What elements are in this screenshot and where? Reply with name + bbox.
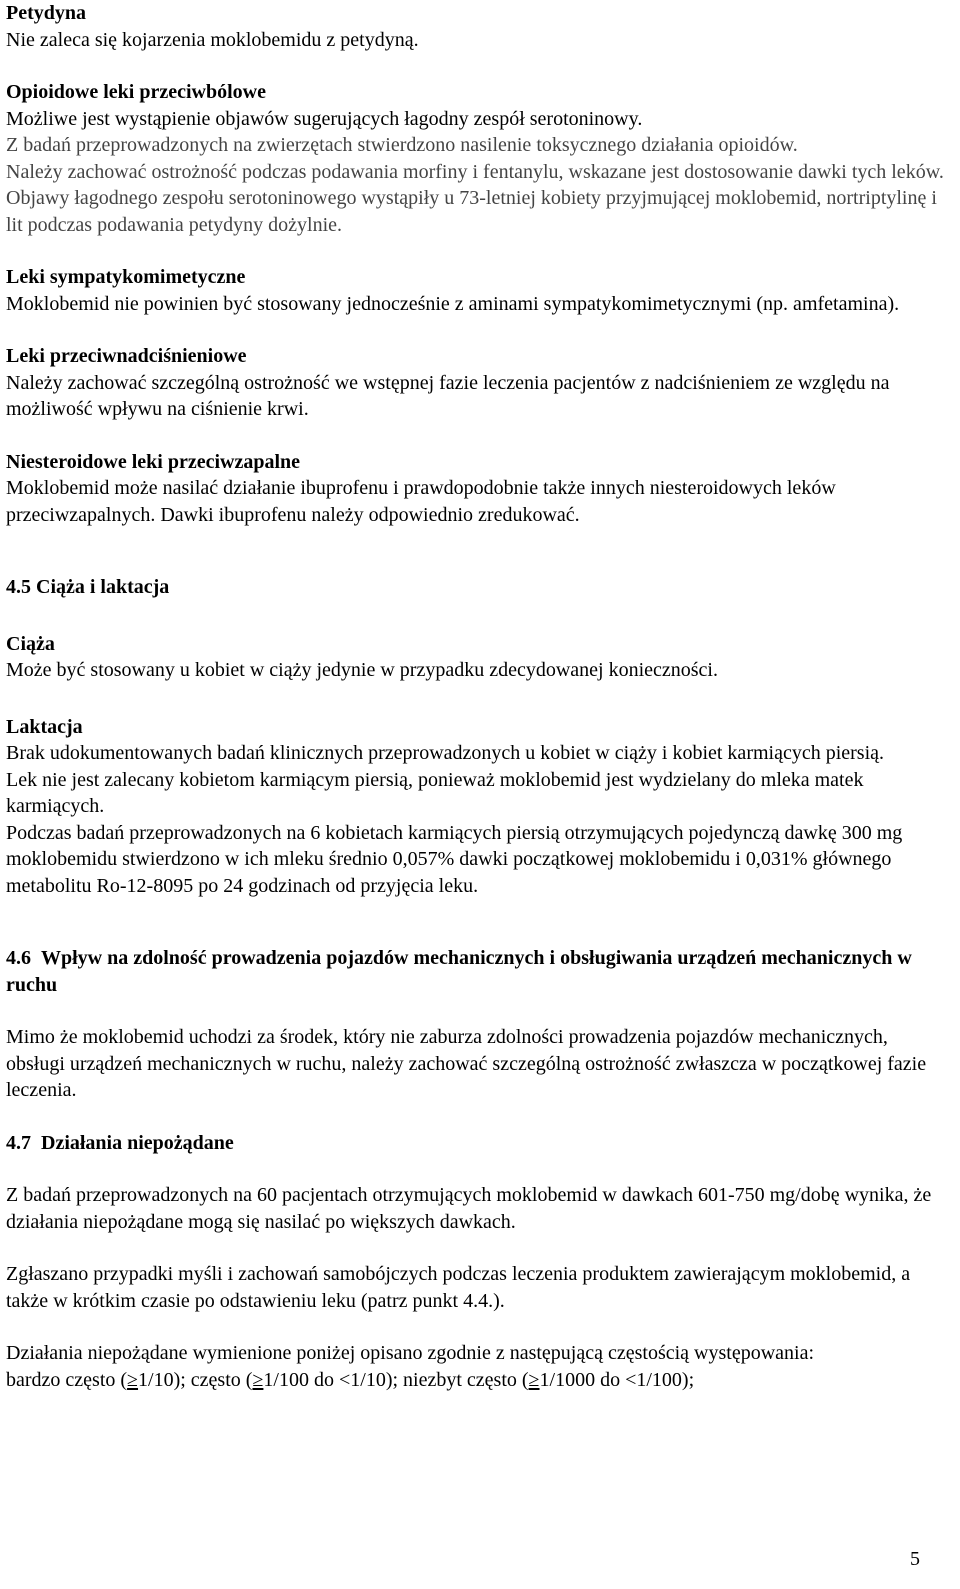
- text-petydyna: Nie zaleca się kojarzenia moklobemidu z petydyną.: [6, 28, 419, 51]
- section-4-5-number: 4.5: [6, 576, 31, 598]
- section-4-6-number: 4.6: [6, 947, 31, 969]
- section-4-5-title: [6, 574, 946, 601]
- text-4-7-para3: Działania niepożądane wymienione poniżej opisano zgodnie z następującą częstością występowania:: [6, 1342, 815, 1364]
- section-4-6-title-text: Wpływ na zdolność prowadzenia pojazdów mechanicznych i obsługiwania urządzeń mechanicznych w ruchu: [6, 947, 912, 996]
- section-4-7-title-text: Działania niepożądane: [41, 1131, 234, 1154]
- section-4-5-title-text: Ciąża i laktacja: [36, 576, 170, 598]
- heading-petydyna: Petydyna: [6, 2, 86, 24]
- document-page: [6, 0, 946, 1393]
- text-sympatykomimetyczne: Moklobemid nie powinien być stosowany jednocześnie z aminami sympatykomimetycznymi (np. amfetamina).: [6, 292, 900, 315]
- page-number: 5: [910, 1548, 920, 1570]
- freq-text-1: bardzo często (: [6, 1368, 128, 1391]
- freq-text-2: 1/10); często (: [138, 1368, 253, 1391]
- section-4-6-title: [6, 945, 946, 998]
- text-4-7-frequency: [6, 1367, 946, 1394]
- heading-nlpz: Niesteroidowe leki przeciwzapalne: [6, 450, 301, 473]
- text-ciaza: Może być stosowany u kobiet w ciąży jedynie w przypadku zdecydowanej konieczności.: [6, 659, 718, 681]
- text-4-7-para1: Z badań przeprowadzonych na 60 pacjentach otrzymujących moklobemid w dawkach 601-750 mg/dobę wynika, że działania niepożądane mogą się nasilać po większych dawkach.: [6, 1184, 932, 1233]
- heading-opioidy: Opioidowe leki przeciwbólowe: [6, 81, 266, 103]
- text-opioidy-1: Możliwe jest wystąpienie objawów sugerujących łagodny zespół serotoninowy.: [6, 107, 643, 130]
- heading-sympatykomimetyczne: Leki sympatykomimetyczne: [6, 266, 246, 288]
- freq-text-4: 1/1000 do <1/100);: [539, 1368, 695, 1391]
- ge-symbol-1: ≥: [127, 1368, 139, 1391]
- text-4-6: Mimo że moklobemid uchodzi za środek, który nie zaburza zdolności prowadzenia pojazdów mechanicznych, obsługi urządzeń mechanicznych w ruchu, należy zachować szczególną ostrożność zwłaszcza w początkowej fazie leczenia.: [6, 1026, 927, 1101]
- text-przeciwnadcisnieniowe: Należy zachować szczególną ostrożność we wstępnej fazie leczenia pacjentów z nadciśnieniem ze względu na możliwość wpływu na ciśnienie krwi.: [6, 371, 890, 420]
- text-opioidy-2: Z badań przeprowadzonych na zwierzętach stwierdzono nasilenie toksycznego działania opioidów.: [6, 134, 798, 156]
- section-4-7-title: [6, 1130, 946, 1157]
- text-opioidy-3: Należy zachować ostrożność podczas podawania morfiny i fentanylu, wskazane jest dostosowanie dawki tych leków.: [6, 160, 944, 183]
- ge-symbol-2: ≥: [252, 1368, 264, 1391]
- text-laktacja-1: Brak udokumentowanych badań klinicznych przeprowadzonych u kobiet w ciąży i kobiet karmiących piersią.: [6, 742, 885, 764]
- section-4-7-number: 4.7: [6, 1131, 31, 1154]
- heading-laktacja: Laktacja: [6, 715, 83, 738]
- heading-przeciwnadcisnieniowe: Leki przeciwnadciśnieniowe: [6, 345, 247, 367]
- text-opioidy-4: Objawy łagodnego zespołu serotoninowego wystąpiły u 73-letniej kobiety przyjmującej moklobemid, nortriptylinę i lit podczas podawania petydyny dożylnie.: [6, 187, 937, 236]
- text-laktacja-3: Podczas badań przeprowadzonych na 6 kobietach karmiących piersią otrzymujących pojedynczą dawkę 300 mg moklobemidu stwierdzono w ich mleku średnio 0,057% dawki początkowej moklobemidu i 0,031% głównego metabolitu Ro-12-8095 po 24 godzinach od przyjęcia leku.: [6, 821, 903, 897]
- text-nlpz: Moklobemid może nasilać działanie ibuprofenu i prawdopodobnie także innych niesteroidowych leków przeciwzapalnych. Dawki ibuprofenu należy odpowiednio zredukować.: [6, 477, 836, 526]
- text-laktacja-2: Lek nie jest zalecany kobietom karmiącym piersią, ponieważ moklobemid jest wydzielany do mleka matek karmiących.: [6, 768, 864, 817]
- heading-ciaza: Ciąża: [6, 632, 55, 655]
- freq-text-3: 1/100 do <1/10); niezbyt często (: [263, 1368, 529, 1391]
- text-4-7-para2: Zgłaszano przypadki myśli i zachowań samobójczych podczas leczenia produktem zawierającym moklobemid, a także w krótkim czasie po odstawieniu leku (patrz punkt 4.4.).: [6, 1263, 911, 1312]
- ge-symbol-3: ≥: [528, 1368, 540, 1391]
